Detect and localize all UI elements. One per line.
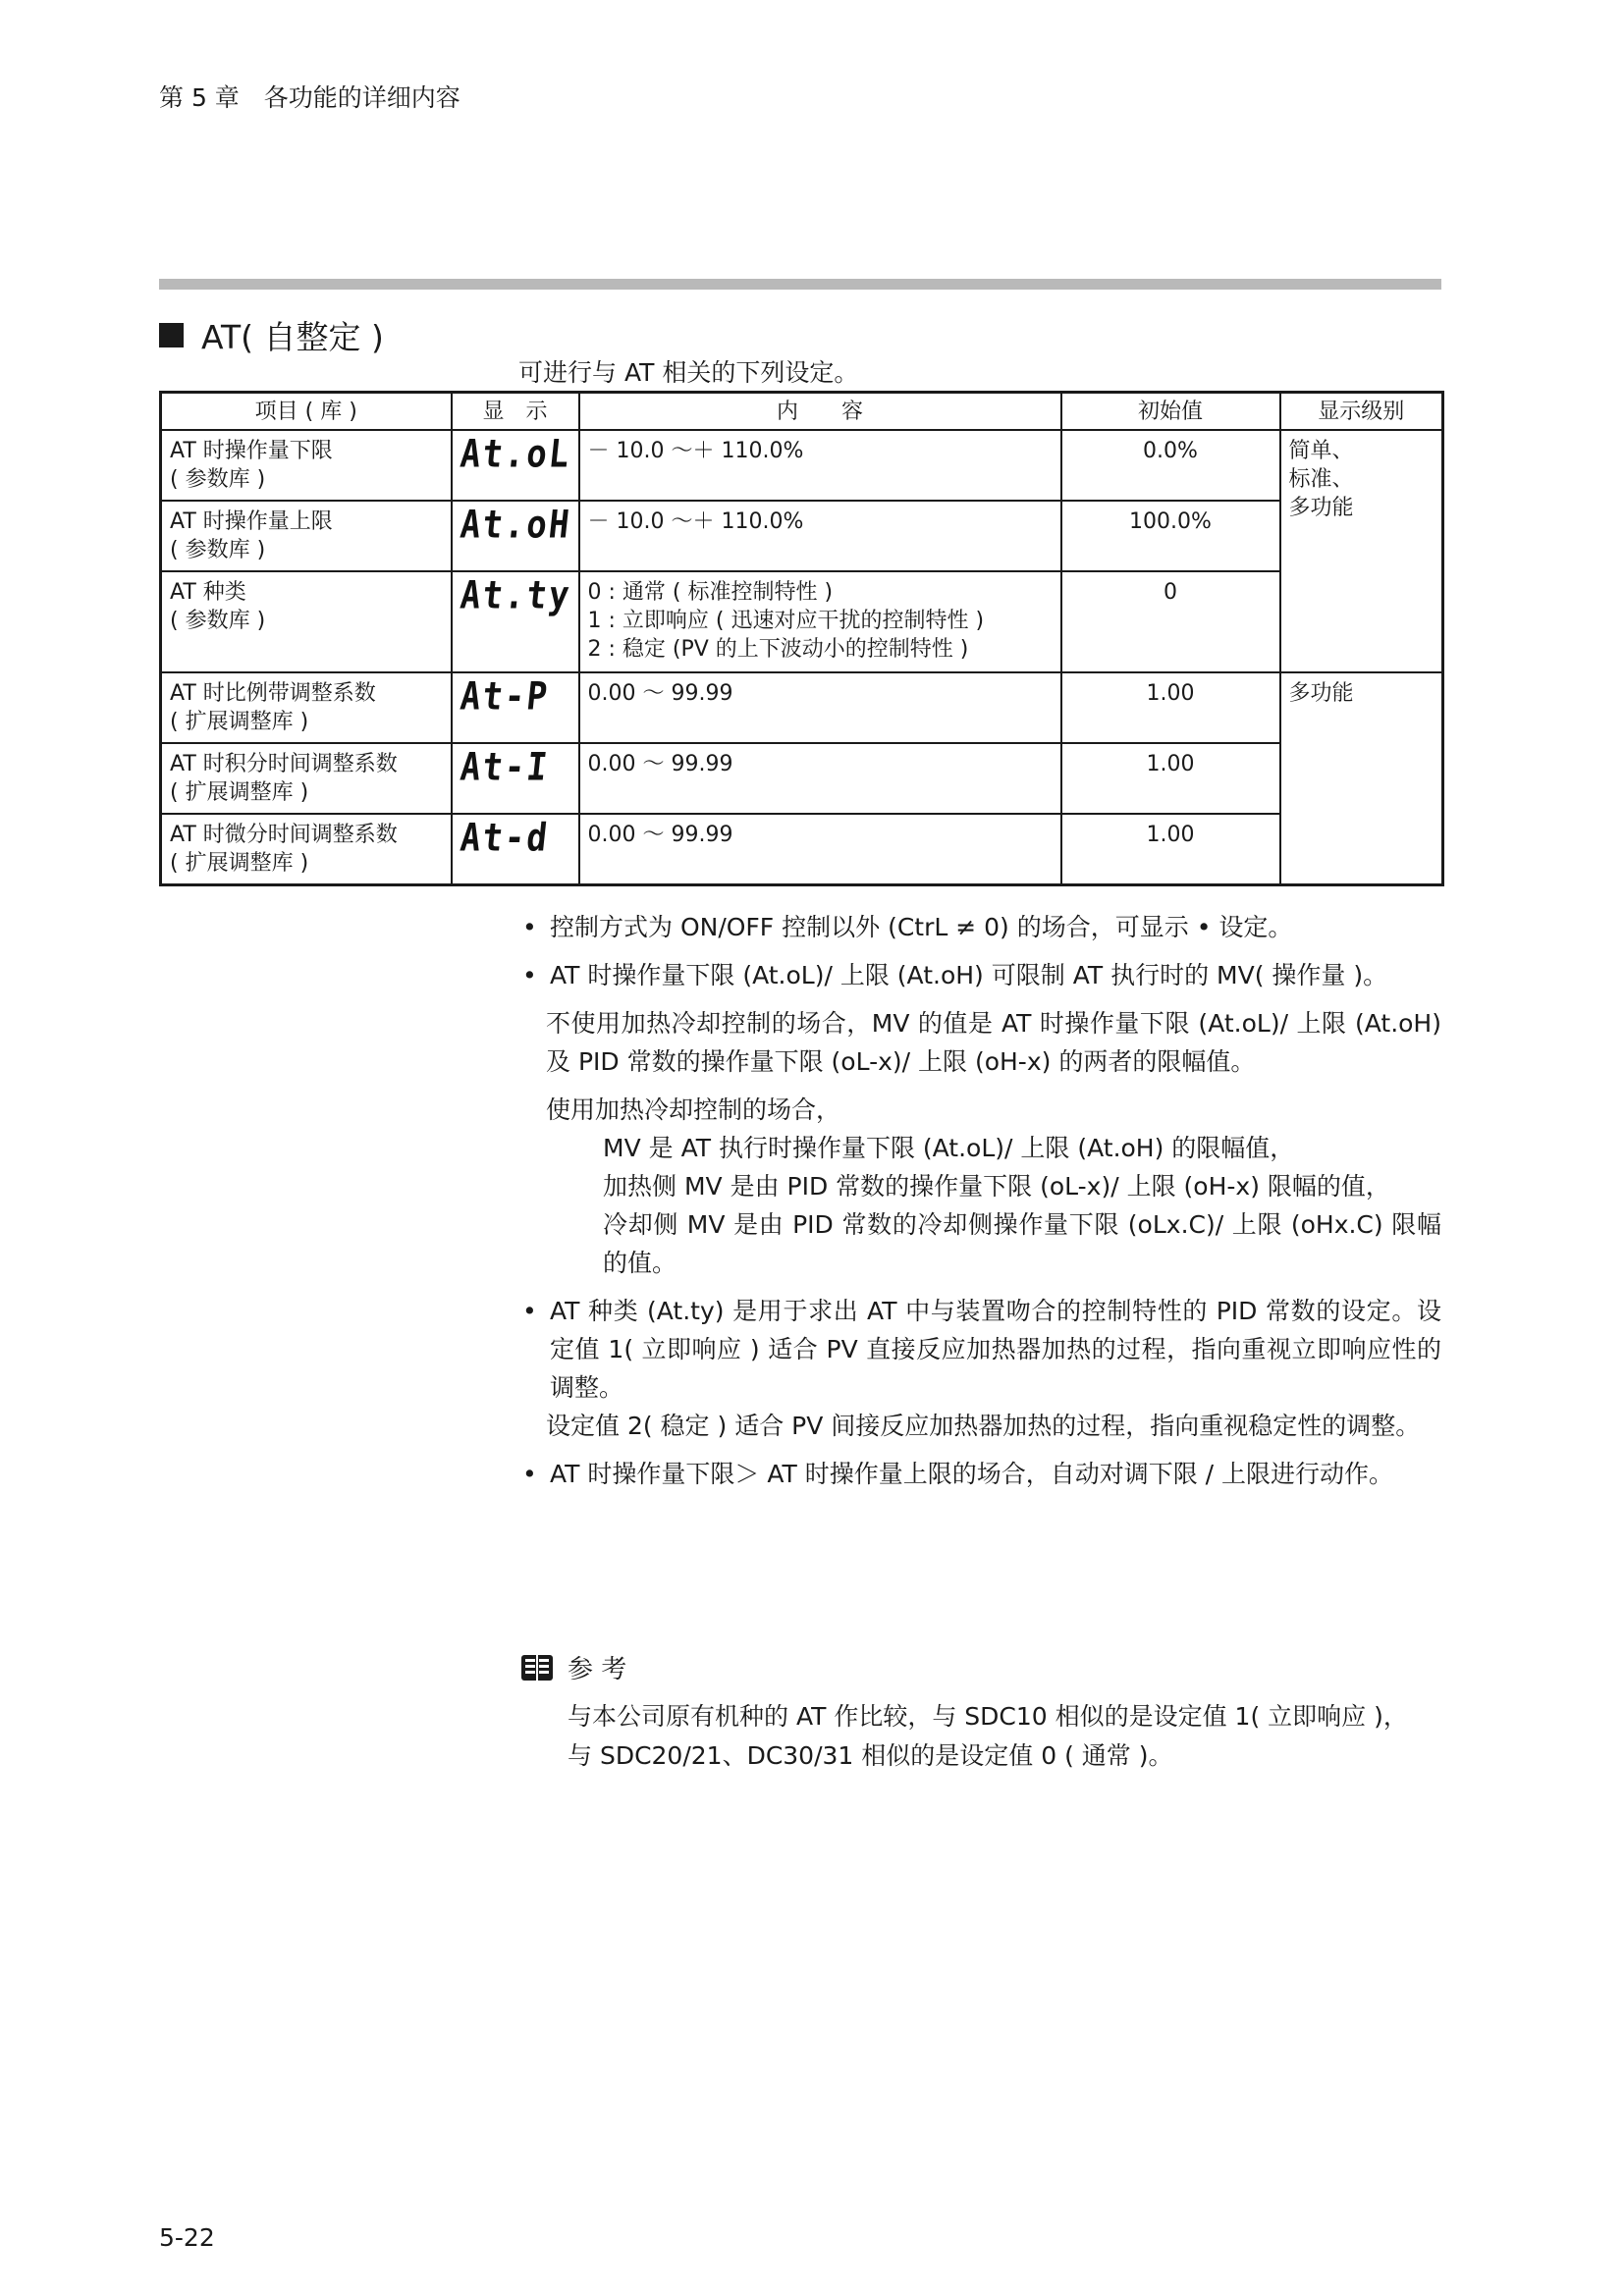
section-title [159, 312, 384, 358]
item-name: AT 时操作量上限 [170, 509, 333, 534]
display-cell [452, 672, 579, 743]
segment-display: At-P [458, 673, 551, 720]
content-cell [579, 571, 1061, 672]
table-row [161, 571, 1443, 672]
item-bank: ( 扩展调整库 ) [170, 851, 309, 876]
section-intro: 可进行与 AT 相关的下列设定。 [518, 358, 859, 387]
item-cell [161, 501, 452, 571]
display-cell [452, 571, 579, 672]
level-line: 简单、 [1288, 439, 1354, 463]
note-paragraph: 不使用加热冷却控制的场合，MV 的值是 AT 时操作量下限 (At.oL)/ 上限 (At.oH) 及 PID 常数的操作量下限 (oL-x)/ 上限 (oH-x) 的两者的限幅值。 [546, 1009, 1441, 1076]
item-cell [161, 743, 452, 814]
note-text: 控制方式为 ON/OFF 控制以外 (CtrL ≠ 0) 的场合，可显示 • 设定。 [550, 913, 1293, 941]
reference-title: 参 考 [568, 1655, 627, 1684]
item-name: AT 时微分时间调整系数 [170, 823, 398, 847]
level-cell [1280, 430, 1443, 672]
item-name: AT 种类 [170, 580, 246, 605]
note-bullet [518, 1455, 1441, 1493]
reference-line: 与本公司原有机种的 AT 作比较，与 SDC10 相似的是设定值 1( 立即响应 )， [568, 1702, 1408, 1731]
content-line: 0.00 ～ 99.99 [587, 681, 733, 706]
note-line: MV 是 AT 执行时操作量下限 (At.oL)/ 上限 (At.oH) 的限幅值， [603, 1134, 1295, 1162]
table-row [161, 430, 1443, 501]
level-line: 标准、 [1288, 467, 1354, 492]
note-text: AT 种类 (At.ty) 是用于求出 AT 中与装置吻合的控制特性的 PID 常数的设定。设定值 1( 立即响应 ) 适合 PV 直接反应加热器加热的过程，指向重视立即响应性的调整。 [550, 1297, 1441, 1402]
reference-box [520, 1649, 1443, 1776]
note-bullet [518, 908, 1441, 946]
level-line: 多功能 [1288, 496, 1354, 520]
item-name: AT 时积分时间调整系数 [170, 752, 398, 776]
item-cell [161, 672, 452, 743]
note-line: 使用加热冷却控制的场合， [546, 1095, 841, 1124]
item-bank: ( 参数库 ) [170, 467, 266, 492]
note-paragraph [518, 1091, 1441, 1282]
item-bank: ( 参数库 ) [170, 609, 266, 633]
item-cell [161, 571, 452, 672]
initial-cell: 0 [1061, 571, 1280, 672]
item-cell [161, 430, 452, 501]
segment-display: At-d [458, 815, 551, 861]
header-content: 内 容 [579, 393, 1061, 431]
note-text: AT 时操作量下限＞ AT 时操作量上限的场合，自动对调下限 / 上限进行动作。 [550, 1460, 1394, 1488]
notes [518, 908, 1441, 1503]
segment-display: At-I [458, 744, 551, 790]
note-line: 加热侧 MV 是由 PID 常数的操作量下限 (oL-x)/ 上限 (oH-x) 限幅的值， [603, 1172, 1390, 1201]
note-text: AT 时操作量下限 (At.oL)/ 上限 (At.oH) 可限制 AT 执行时的 MV( 操作量 )。 [550, 961, 1388, 989]
display-cell [452, 743, 579, 814]
initial-cell: 1.00 [1061, 743, 1280, 814]
item-bank: ( 扩展调整库 ) [170, 710, 309, 734]
content-line: 2 : 稳定 (PV 的上下波动小的控制特性 ) [587, 637, 969, 662]
item-cell [161, 814, 452, 885]
header-initial: 初始值 [1061, 393, 1280, 431]
reference-body [520, 1697, 1443, 1776]
initial-cell: 100.0% [1061, 501, 1280, 571]
header-level: 显示级别 [1280, 393, 1443, 431]
chapter-header: 第 5 章 各功能的详细内容 [159, 83, 460, 112]
note-bullet [518, 1292, 1441, 1407]
initial-cell: 0.0% [1061, 430, 1280, 501]
reference-heading [520, 1649, 1443, 1685]
segment-display: At.oH [458, 502, 573, 548]
level-cell [1280, 672, 1443, 885]
bullet-dot: • [522, 1297, 537, 1325]
bullet-dot: • [522, 913, 537, 941]
bullet-dot: • [522, 961, 537, 989]
display-cell [452, 814, 579, 885]
section-square-icon [159, 323, 184, 347]
table-row [161, 743, 1443, 814]
note-paragraph: 设定值 2( 稳定 ) 适合 PV 间接反应加热器加热的过程，指向重视稳定性的调整。 [546, 1412, 1421, 1440]
display-cell [452, 430, 579, 501]
content-line: － 10.0 ～＋ 110.0% [587, 439, 804, 463]
content-cell [579, 814, 1061, 885]
header-item: 项目 ( 库 ) [161, 393, 452, 431]
header-display: 显 示 [452, 393, 579, 431]
table-header-row [161, 393, 1443, 431]
section-title-text: AT( 自整定 ) [201, 318, 384, 356]
page-number: 5-22 [159, 2223, 215, 2252]
section-divider [159, 279, 1441, 290]
display-cell [452, 501, 579, 571]
level-line: 多功能 [1288, 681, 1354, 706]
reference-line: 与 SDC20/21、DC30/31 相似的是设定值 0 ( 通常 )。 [568, 1741, 1173, 1770]
content-line: 1 : 立即响应 ( 迅速对应干扰的控制特性 ) [587, 609, 985, 633]
segment-display: At.ty [458, 572, 573, 618]
content-cell [579, 672, 1061, 743]
table-row [161, 501, 1443, 571]
at-parameter-table [159, 391, 1444, 886]
item-name: AT 时比例带调整系数 [170, 681, 376, 706]
note-line: 冷却侧 MV 是由 PID 常数的冷却侧操作量下限 (oLx.C)/ 上限 (oHx.C) 限幅的值。 [603, 1210, 1441, 1277]
segment-display: At.oL [458, 431, 573, 477]
table-row [161, 814, 1443, 885]
item-name: AT 时操作量下限 [170, 439, 333, 463]
item-bank: ( 扩展调整库 ) [170, 780, 309, 805]
content-cell [579, 501, 1061, 571]
content-line: 0 : 通常 ( 标准控制特性 ) [587, 580, 834, 605]
book-icon [520, 1653, 554, 1682]
content-line: 0.00 ～ 99.99 [587, 823, 733, 847]
content-cell [579, 430, 1061, 501]
item-bank: ( 参数库 ) [170, 538, 266, 562]
initial-cell: 1.00 [1061, 672, 1280, 743]
table-row [161, 672, 1443, 743]
note-bullet [518, 956, 1441, 994]
initial-cell: 1.00 [1061, 814, 1280, 885]
bullet-dot: • [522, 1460, 537, 1488]
content-line: 0.00 ～ 99.99 [587, 752, 733, 776]
content-line: － 10.0 ～＋ 110.0% [587, 509, 804, 534]
content-cell [579, 743, 1061, 814]
